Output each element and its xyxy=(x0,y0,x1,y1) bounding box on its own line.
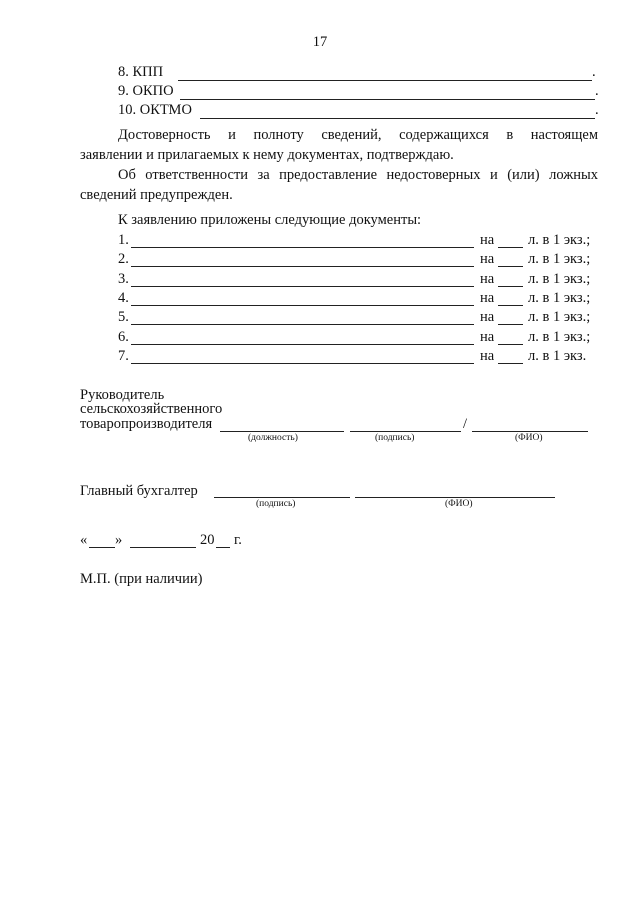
caption-name: (ФИО) xyxy=(515,433,543,443)
accountant-signature-field[interactable] xyxy=(214,497,350,498)
field-line-oktmo[interactable] xyxy=(200,118,595,119)
attachment-title-field[interactable] xyxy=(131,286,474,287)
date-year-field[interactable] xyxy=(216,547,230,548)
attachment-number: 7. xyxy=(118,347,129,364)
attachments-heading: К заявлению приложены следующие документы: xyxy=(118,212,422,228)
attachment-na: на xyxy=(480,289,495,306)
statement-1-line-2: заявлении и прилагаемых к нему документах, подтверждаю. xyxy=(80,147,454,163)
accountant-name-field[interactable] xyxy=(355,497,555,498)
field-label-oktmo: 10. ОКТМО xyxy=(118,102,192,118)
date-suffix: г. xyxy=(234,532,242,548)
attachment-tail: л. в 1 экз.; xyxy=(528,270,591,287)
attachment-sheets-field[interactable] xyxy=(498,305,523,306)
statement-2-line-1: Об ответственности за предоставление недостоверных и (или) ложных xyxy=(118,167,598,183)
statement-2-line-2: сведений предупрежден. xyxy=(80,187,233,203)
attachment-title-field[interactable] xyxy=(131,344,474,345)
attachment-sheets-field[interactable] xyxy=(498,363,523,364)
statement-1-line-1: Достоверность и полноту сведений, содержащихся в настоящем xyxy=(118,127,598,143)
field-end-kpp: . xyxy=(592,64,596,80)
field-label-kpp: 8. КПП xyxy=(118,64,164,80)
attachment-number: 5. xyxy=(118,309,129,326)
signatory-slash: / xyxy=(463,416,468,432)
attachment-number: 3. xyxy=(118,270,129,287)
signatory-line-3: товаропроизводителя xyxy=(80,416,213,432)
attachment-number: 6. xyxy=(118,328,129,345)
attachment-tail: л. в 1 экз. xyxy=(528,347,587,364)
accountant-caption-name: (ФИО) xyxy=(445,499,473,509)
page-number: 17 xyxy=(312,34,328,50)
attachment-title-field[interactable] xyxy=(131,247,474,248)
date-close-quote: » xyxy=(115,532,123,548)
signatory-line-2: сельскохозяйственного xyxy=(80,401,223,417)
attachment-sheets-field[interactable] xyxy=(498,247,523,248)
attachment-tail: л. в 1 экз.; xyxy=(528,251,591,268)
attachment-sheets-field[interactable] xyxy=(498,266,523,267)
attachment-tail: л. в 1 экз.; xyxy=(528,309,591,326)
attachment-na: на xyxy=(480,328,495,345)
attachment-tail: л. в 1 экз.; xyxy=(528,328,591,345)
attachment-na: на xyxy=(480,270,495,287)
date-open-quote: « xyxy=(80,532,88,548)
attachment-na: на xyxy=(480,347,495,364)
accountant-label: Главный бухгалтер xyxy=(80,483,198,499)
stamp-note: М.П. (при наличии) xyxy=(80,571,203,587)
field-line-okpo[interactable] xyxy=(180,99,595,100)
date-year-prefix: 20 xyxy=(200,532,215,548)
field-end-okpo: . xyxy=(595,83,599,99)
attachment-title-field[interactable] xyxy=(131,266,474,267)
attachment-sheets-field[interactable] xyxy=(498,286,523,287)
attachment-number: 4. xyxy=(118,289,129,306)
signatory-name-field[interactable] xyxy=(472,431,588,432)
date-day-field[interactable] xyxy=(89,547,115,548)
field-end-oktmo: . xyxy=(595,102,599,118)
signatory-position-field[interactable] xyxy=(220,431,344,432)
attachment-na: на xyxy=(480,251,495,268)
attachment-title-field[interactable] xyxy=(131,324,474,325)
attachment-na: на xyxy=(480,232,495,248)
signatory-signature-field[interactable] xyxy=(350,431,461,432)
caption-signature: (подпись) xyxy=(375,433,415,443)
date-month-field[interactable] xyxy=(130,547,196,548)
accountant-caption-signature: (подпись) xyxy=(256,499,296,509)
signatory-line-1: Руководитель xyxy=(80,387,165,403)
field-label-okpo: 9. ОКПО xyxy=(118,83,174,99)
attachment-title-field[interactable] xyxy=(131,305,474,306)
attachment-title-field[interactable] xyxy=(131,363,474,364)
caption-position: (должность) xyxy=(248,433,298,443)
attachment-sheets-field[interactable] xyxy=(498,324,523,325)
attachment-tail: л. в 1 экз.; xyxy=(528,232,591,248)
attachment-sheets-field[interactable] xyxy=(498,344,523,345)
field-line-kpp[interactable] xyxy=(178,80,592,81)
attachment-number: 2. xyxy=(118,251,129,268)
attachment-na: на xyxy=(480,309,495,326)
attachment-tail: л. в 1 экз.; xyxy=(528,289,591,306)
attachment-number: 1. xyxy=(118,232,129,248)
